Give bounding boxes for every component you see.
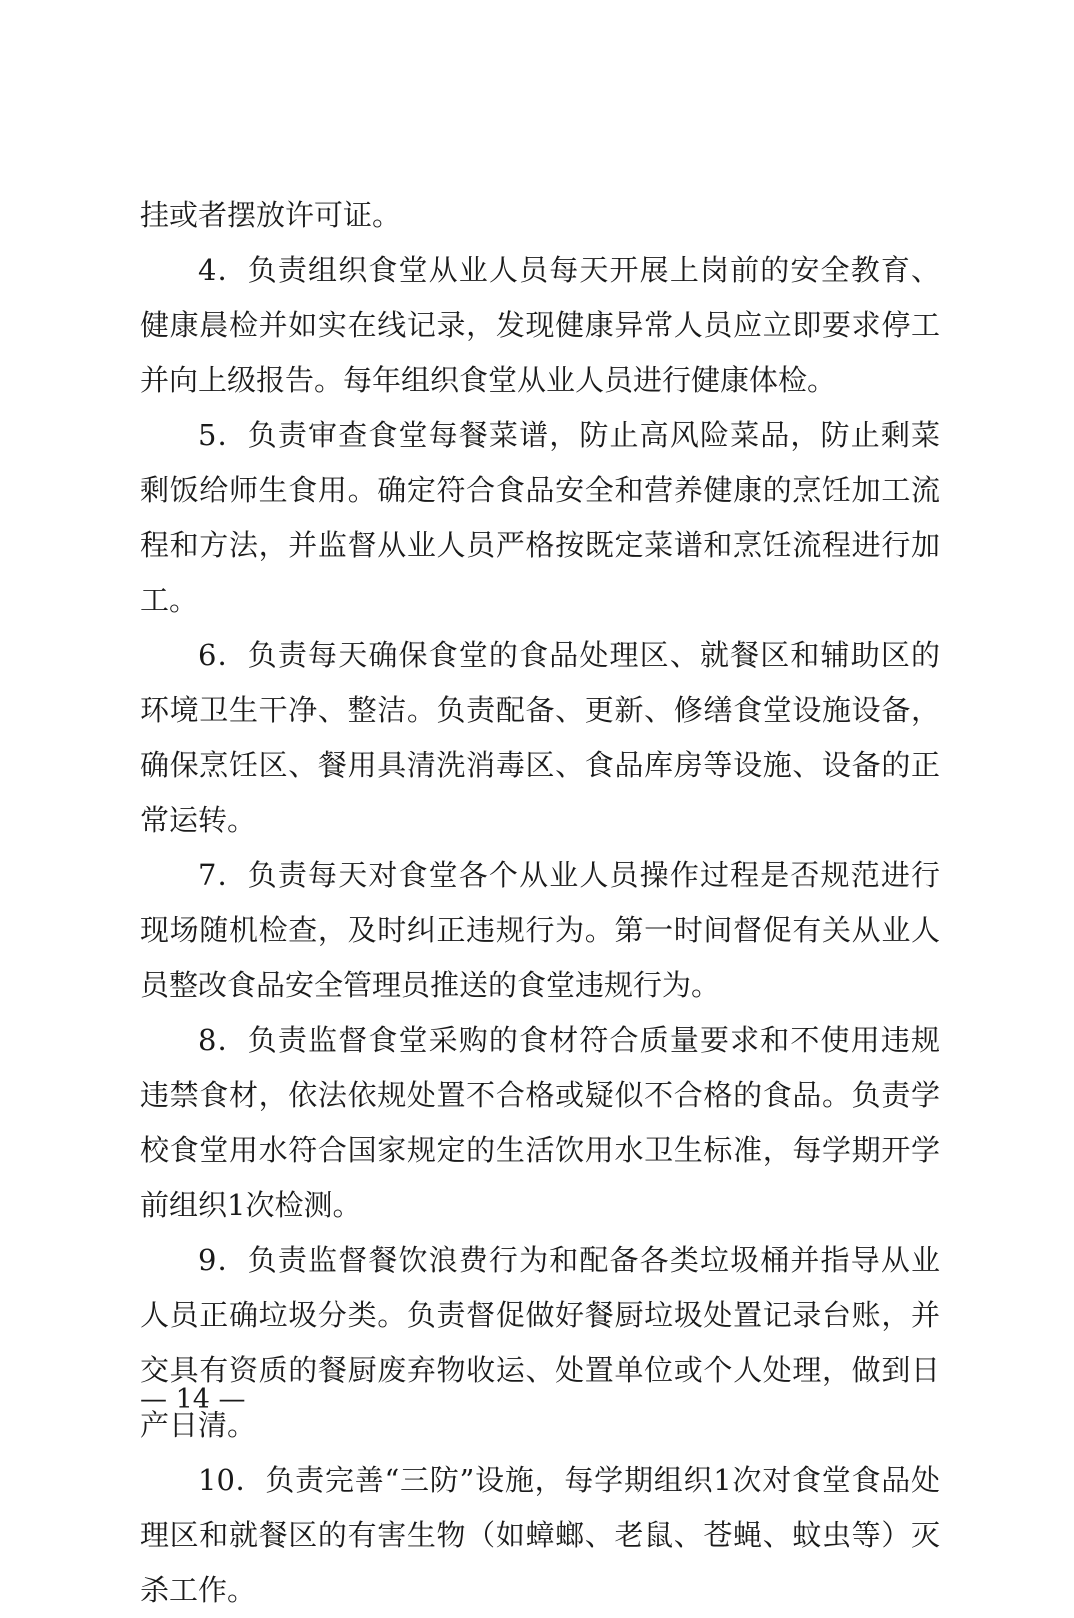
- paragraph-continuation: 挂或者摆放许可证。: [140, 198, 402, 232]
- paragraph-item-5: 5．负责审查食堂每餐菜谱，防止高风险菜品，防止剩菜剩饭给师生食用。确定符合食品安全和营养健康的烹饪加工流程和方法，并监督从业人员严格按既定菜谱和烹饪流程进行加工。: [140, 418, 940, 617]
- paragraph-item-6: 6．负责每天确保食堂的食品处理区、就餐区和辅助区的环境卫生干净、整洁。负责配备、更新、修缮食堂设施设备，确保烹饪区、餐用具清洗消毒区、食品库房等设施、设备的正常运转。: [140, 638, 940, 837]
- paragraph-item-10: 10．负责完善“三防”设施，每学期组织1次对食堂食品处理区和就餐区的有害生物（如蟑螂、老鼠、苍蝇、蚊虫等）灭杀工作。: [140, 1463, 940, 1607]
- paragraph-item-4: 4．负责组织食堂从业人员每天开展上岗前的安全教育、健康晨检并如实在线记录，发现健康异常人员应立即要求停工并向上级报告。每年组织食堂从业人员进行健康体检。: [140, 253, 940, 397]
- body-text: [140, 188, 940, 1618]
- page-number: — 14 —: [140, 1384, 246, 1415]
- paragraph-item-9: 9．负责监督餐饮浪费行为和配备各类垃圾桶并指导从业人员正确垃圾分类。负责督促做好餐厨垃圾处置记录台账，并交具有资质的餐厨废弃物收运、处置单位或个人处理，做到日产日清。: [140, 1243, 940, 1442]
- paragraph-item-7: 7．负责每天对食堂各个从业人员操作过程是否规范进行现场随机检查，及时纠正违规行为。第一时间督促有关从业人员整改食品安全管理员推送的食堂违规行为。: [140, 858, 940, 1002]
- paragraph-item-8: 8．负责监督食堂采购的食材符合质量要求和不使用违规违禁食材，依法依规处置不合格或疑似不合格的食品。负责学校食堂用水符合国家规定的生活饮用水卫生标准，每学期开学前组织1次检测。: [140, 1023, 940, 1222]
